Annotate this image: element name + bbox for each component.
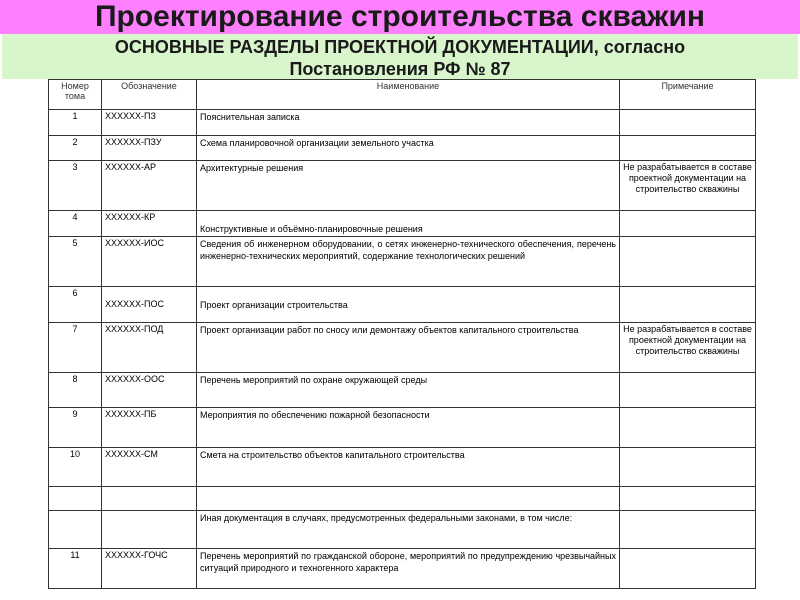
row-note: [620, 408, 756, 448]
row-name: Иная документация в случаях, предусмотренных федеральными законами, в том числе:: [197, 511, 620, 549]
table-row: [49, 110, 756, 136]
page-title: Проектирование строительства скважин: [94, 0, 706, 33]
row-num: 6: [49, 287, 102, 323]
row-note: [620, 237, 756, 287]
row-num: 9: [49, 408, 102, 448]
table-row: [49, 373, 756, 408]
row-name: [197, 487, 620, 511]
row-name: Конструктивные и объёмно-планировочные решения: [197, 211, 620, 237]
row-code: ХХХХХХ-ПЗУ: [102, 136, 197, 161]
table-row: [49, 511, 756, 549]
row-code: [102, 511, 197, 549]
table-row: [49, 211, 756, 237]
row-name: Перечень мероприятий по охране окружающей среды: [197, 373, 620, 408]
table-row: [49, 487, 756, 511]
row-note: [620, 211, 756, 237]
row-code: ХХХХХХ-АР: [102, 161, 197, 211]
row-name: Проект организации работ по сносу или демонтажу объектов капитального строительства: [197, 323, 620, 373]
table-row: [49, 287, 756, 323]
row-num: 1: [49, 110, 102, 136]
row-code: ХХХХХХ-ПБ: [102, 408, 197, 448]
row-code: ХХХХХХ-СМ: [102, 448, 197, 487]
row-note: Не разрабатывается в составе проектной документации на строительство скважины: [620, 161, 756, 211]
row-code: ХХХХХХ-ГОЧС: [102, 549, 197, 589]
row-num: [49, 511, 102, 549]
row-name: Пояснительная записка: [197, 110, 620, 136]
row-note: [620, 373, 756, 408]
row-num: 2: [49, 136, 102, 161]
row-name: Схема планировочной организации земельного участка: [197, 136, 620, 161]
table-row: [49, 448, 756, 487]
row-num: 11: [49, 549, 102, 589]
row-code: ХХХХХХ-ИОС: [102, 237, 197, 287]
subtitle-line-1: ОСНОВНЫЕ РАЗДЕЛЫ ПРОЕКТНОЙ ДОКУМЕНТАЦИИ, согласно: [114, 37, 686, 57]
header-code: Обозначение: [102, 80, 197, 110]
row-name: Проект организации строительства: [197, 287, 620, 323]
table-row: [49, 323, 756, 373]
header-num: Номер тома: [49, 80, 102, 110]
header-name: Наименование: [197, 80, 620, 110]
row-num: [49, 487, 102, 511]
row-note: [620, 511, 756, 549]
row-code: ХХХХХХ-ПОД: [102, 323, 197, 373]
table-row: [49, 136, 756, 161]
table-row: [49, 161, 756, 211]
row-name: Архитектурные решения: [197, 161, 620, 211]
table-row: [49, 408, 756, 448]
row-num: 10: [49, 448, 102, 487]
documentation-table: [48, 79, 756, 589]
row-num: 4: [49, 211, 102, 237]
row-note: [620, 487, 756, 511]
row-code: ХХХХХХ-КР: [102, 211, 197, 237]
row-name: Мероприятия по обеспечению пожарной безопасности: [197, 408, 620, 448]
row-code: ХХХХХХ-ООС: [102, 373, 197, 408]
row-note: [620, 549, 756, 589]
row-name: Смета на строительство объектов капитального строительства: [197, 448, 620, 487]
subtitle-box: [2, 34, 798, 79]
row-note: [620, 287, 756, 323]
row-num: 5: [49, 237, 102, 287]
row-code: [102, 487, 197, 511]
table-row: [49, 237, 756, 287]
row-note: [620, 448, 756, 487]
row-num: 7: [49, 323, 102, 373]
row-note: [620, 136, 756, 161]
row-name: Перечень мероприятий по гражданской обороне, мероприятий по предупреждению чрезвычайных ситуаций природного и техногенного характера: [197, 549, 620, 589]
row-num: 8: [49, 373, 102, 408]
table-row: [49, 549, 756, 589]
table-header-row: [49, 80, 756, 110]
row-code: ХХХХХХ-ПОС: [102, 287, 197, 323]
row-note: [620, 110, 756, 136]
row-code: ХХХХХХ-ПЗ: [102, 110, 197, 136]
row-num: 3: [49, 161, 102, 211]
row-name: Сведения об инженерном оборудовании, о сетях инженерно-технического обеспечения, перечень инженерно-технических мероприятий, содержание технологических решений: [197, 237, 620, 287]
header-note: Примечание: [620, 80, 756, 110]
subtitle-line-2: Постановления РФ № 87: [289, 59, 511, 79]
row-note: Не разрабатывается в составе проектной документации на строительство скважины: [620, 323, 756, 373]
